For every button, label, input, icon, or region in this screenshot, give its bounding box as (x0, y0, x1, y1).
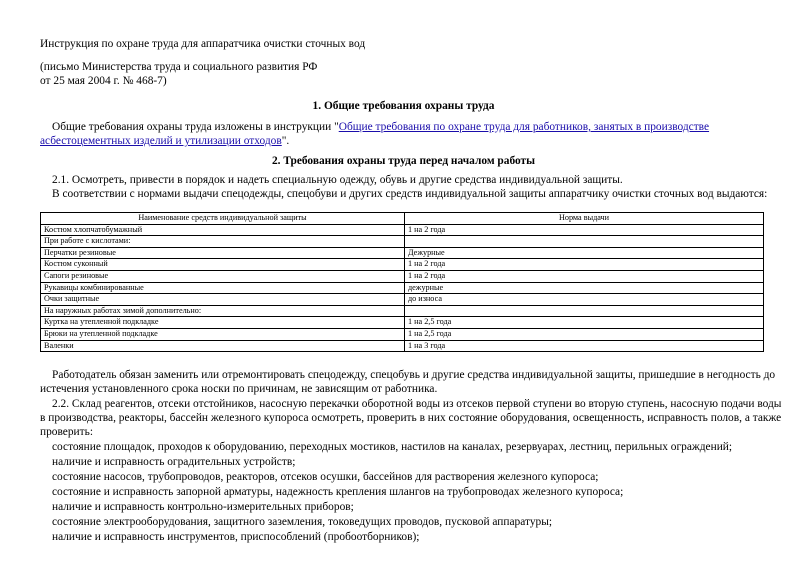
ppe-norm (405, 236, 764, 248)
ppe-item: На наружных работах зимой дополнительно: (41, 305, 405, 317)
check-item: состояние площадок, проходов к оборудованию, переходных мостиков, настилов на каналах, резервуарах, лестниц, перильных ограждений; (52, 441, 733, 453)
paragraph-ppe-intro: В соответствии с нормами выдачи спецодежды, спецобуви и других средств индивидуальной защиты аппаратчику очистки сточных вод выдаются: (52, 188, 768, 200)
table-row (41, 282, 764, 294)
ppe-norm: 1 на 2,5 года (405, 317, 764, 329)
table-row (41, 294, 764, 306)
section-1-text: Общие требования охраны труда изложены в инструкции " (52, 121, 339, 133)
section-2-heading: 2. Требования охраны труда перед началом работы (271, 155, 536, 167)
check-item: состояние электрооборудования, защитного заземления, токоведущих проводов, пусковой аппаратуры; (52, 516, 553, 528)
ppe-table (40, 212, 764, 352)
document-title: Инструкция по охране труда для аппаратчика очистки сточных вод (40, 38, 366, 50)
ppe-norm: 1 на 2 года (405, 224, 764, 236)
table-row (41, 328, 764, 340)
table-header-row (41, 213, 764, 225)
ppe-item: Очки защитные (41, 294, 405, 306)
ppe-item: Костюм хлопчатобумажный (41, 224, 405, 236)
check-item: наличие и исправность оградительных устройств; (52, 456, 296, 468)
paragraph-2-2-line-2: в производства, реакторы, бассейн железного купороса осмотреть, проверить в них состояние оборудования, освещенность, исправность полов, а также (40, 412, 782, 424)
employer-paragraph-line-1: Работодатель обязан заменить или отремонтировать спецодежду, спецобувь и другие средства индивидуальной защиты, пришедшие в негодность до (52, 369, 776, 381)
table-row (41, 224, 764, 236)
ppe-item: При работе с кислотами: (41, 236, 405, 248)
ppe-norm: Дежурные (405, 247, 764, 259)
check-item: состояние и исправность запорной арматуры, надежность крепления шлангов на трубопроводах железного купороса; (52, 486, 624, 498)
source-note-line-1: (письмо Министерства труда и социального развития РФ (40, 61, 318, 73)
ppe-norm: 1 на 3 года (405, 340, 764, 352)
ppe-norm: 1 на 2 года (405, 270, 764, 282)
check-item: наличие и исправность контрольно-измерительных приборов; (52, 501, 354, 513)
ppe-item: Перчатки резиновые (41, 247, 405, 259)
section-1-paragraph-cont (40, 134, 289, 148)
employer-paragraph-line-2: истечения установленного срока носки по причинам, не зависящим от работника. (40, 383, 438, 395)
table-row (41, 317, 764, 329)
ppe-item: Валенки (41, 340, 405, 352)
section-1-heading: 1. Общие требования охраны труда (312, 100, 495, 112)
table-row (41, 247, 764, 259)
ppe-norm: до износа (405, 294, 764, 306)
ppe-item: Рукавицы комбинированные (41, 282, 405, 294)
check-item: состояние насосов, трубопроводов, реакторов, отсеков осушки, бассейнов для растворения железного купороса; (52, 471, 599, 483)
instruction-link[interactable]: Общие требования по охране труда для работников, занятых в производстве (338, 121, 710, 133)
table-row (41, 305, 764, 317)
table-header-name: Наименование средств индивидуальной защиты (41, 213, 405, 225)
ppe-item: Сапоги резиновые (41, 270, 405, 282)
source-note-line-2: от 25 мая 2004 г. № 468-7) (40, 75, 167, 87)
ppe-norm: дежурные (405, 282, 764, 294)
section-1-paragraph (52, 120, 709, 134)
table-row (41, 270, 764, 282)
ppe-item: Костюм суконный (41, 259, 405, 271)
paragraph-2-2-line-1: 2.2. Склад реагентов, отсеки отстойников, насосную перекачки оборотной воды из отсеков первой ступени во вторую ступень, насосную подачи воды (52, 398, 782, 410)
paragraph-2-1: 2.1. Осмотреть, привести в порядок и надеть специальную одежду, обувь и другие средства индивидуальной защиты. (52, 174, 623, 186)
ppe-norm: 1 на 2 года (405, 259, 764, 271)
section-1-text-end: ". (281, 135, 290, 147)
check-item: наличие и исправность инструментов, приспособлений (пробоотборников); (52, 531, 420, 543)
ppe-item: Брюки на утепленной подкладке (41, 328, 405, 340)
paragraph-2-2-line-3: проверить: (40, 426, 93, 438)
instruction-link-cont[interactable]: асбестоцементных изделий и утилизации отходов (40, 135, 282, 147)
table-header-norm: Норма выдачи (405, 213, 764, 225)
table-row (41, 259, 764, 271)
ppe-norm: 1 на 2,5 года (405, 328, 764, 340)
ppe-norm (405, 305, 764, 317)
table-row (41, 236, 764, 248)
ppe-item: Куртка на утепленной подкладке (41, 317, 405, 329)
table-row (41, 340, 764, 352)
